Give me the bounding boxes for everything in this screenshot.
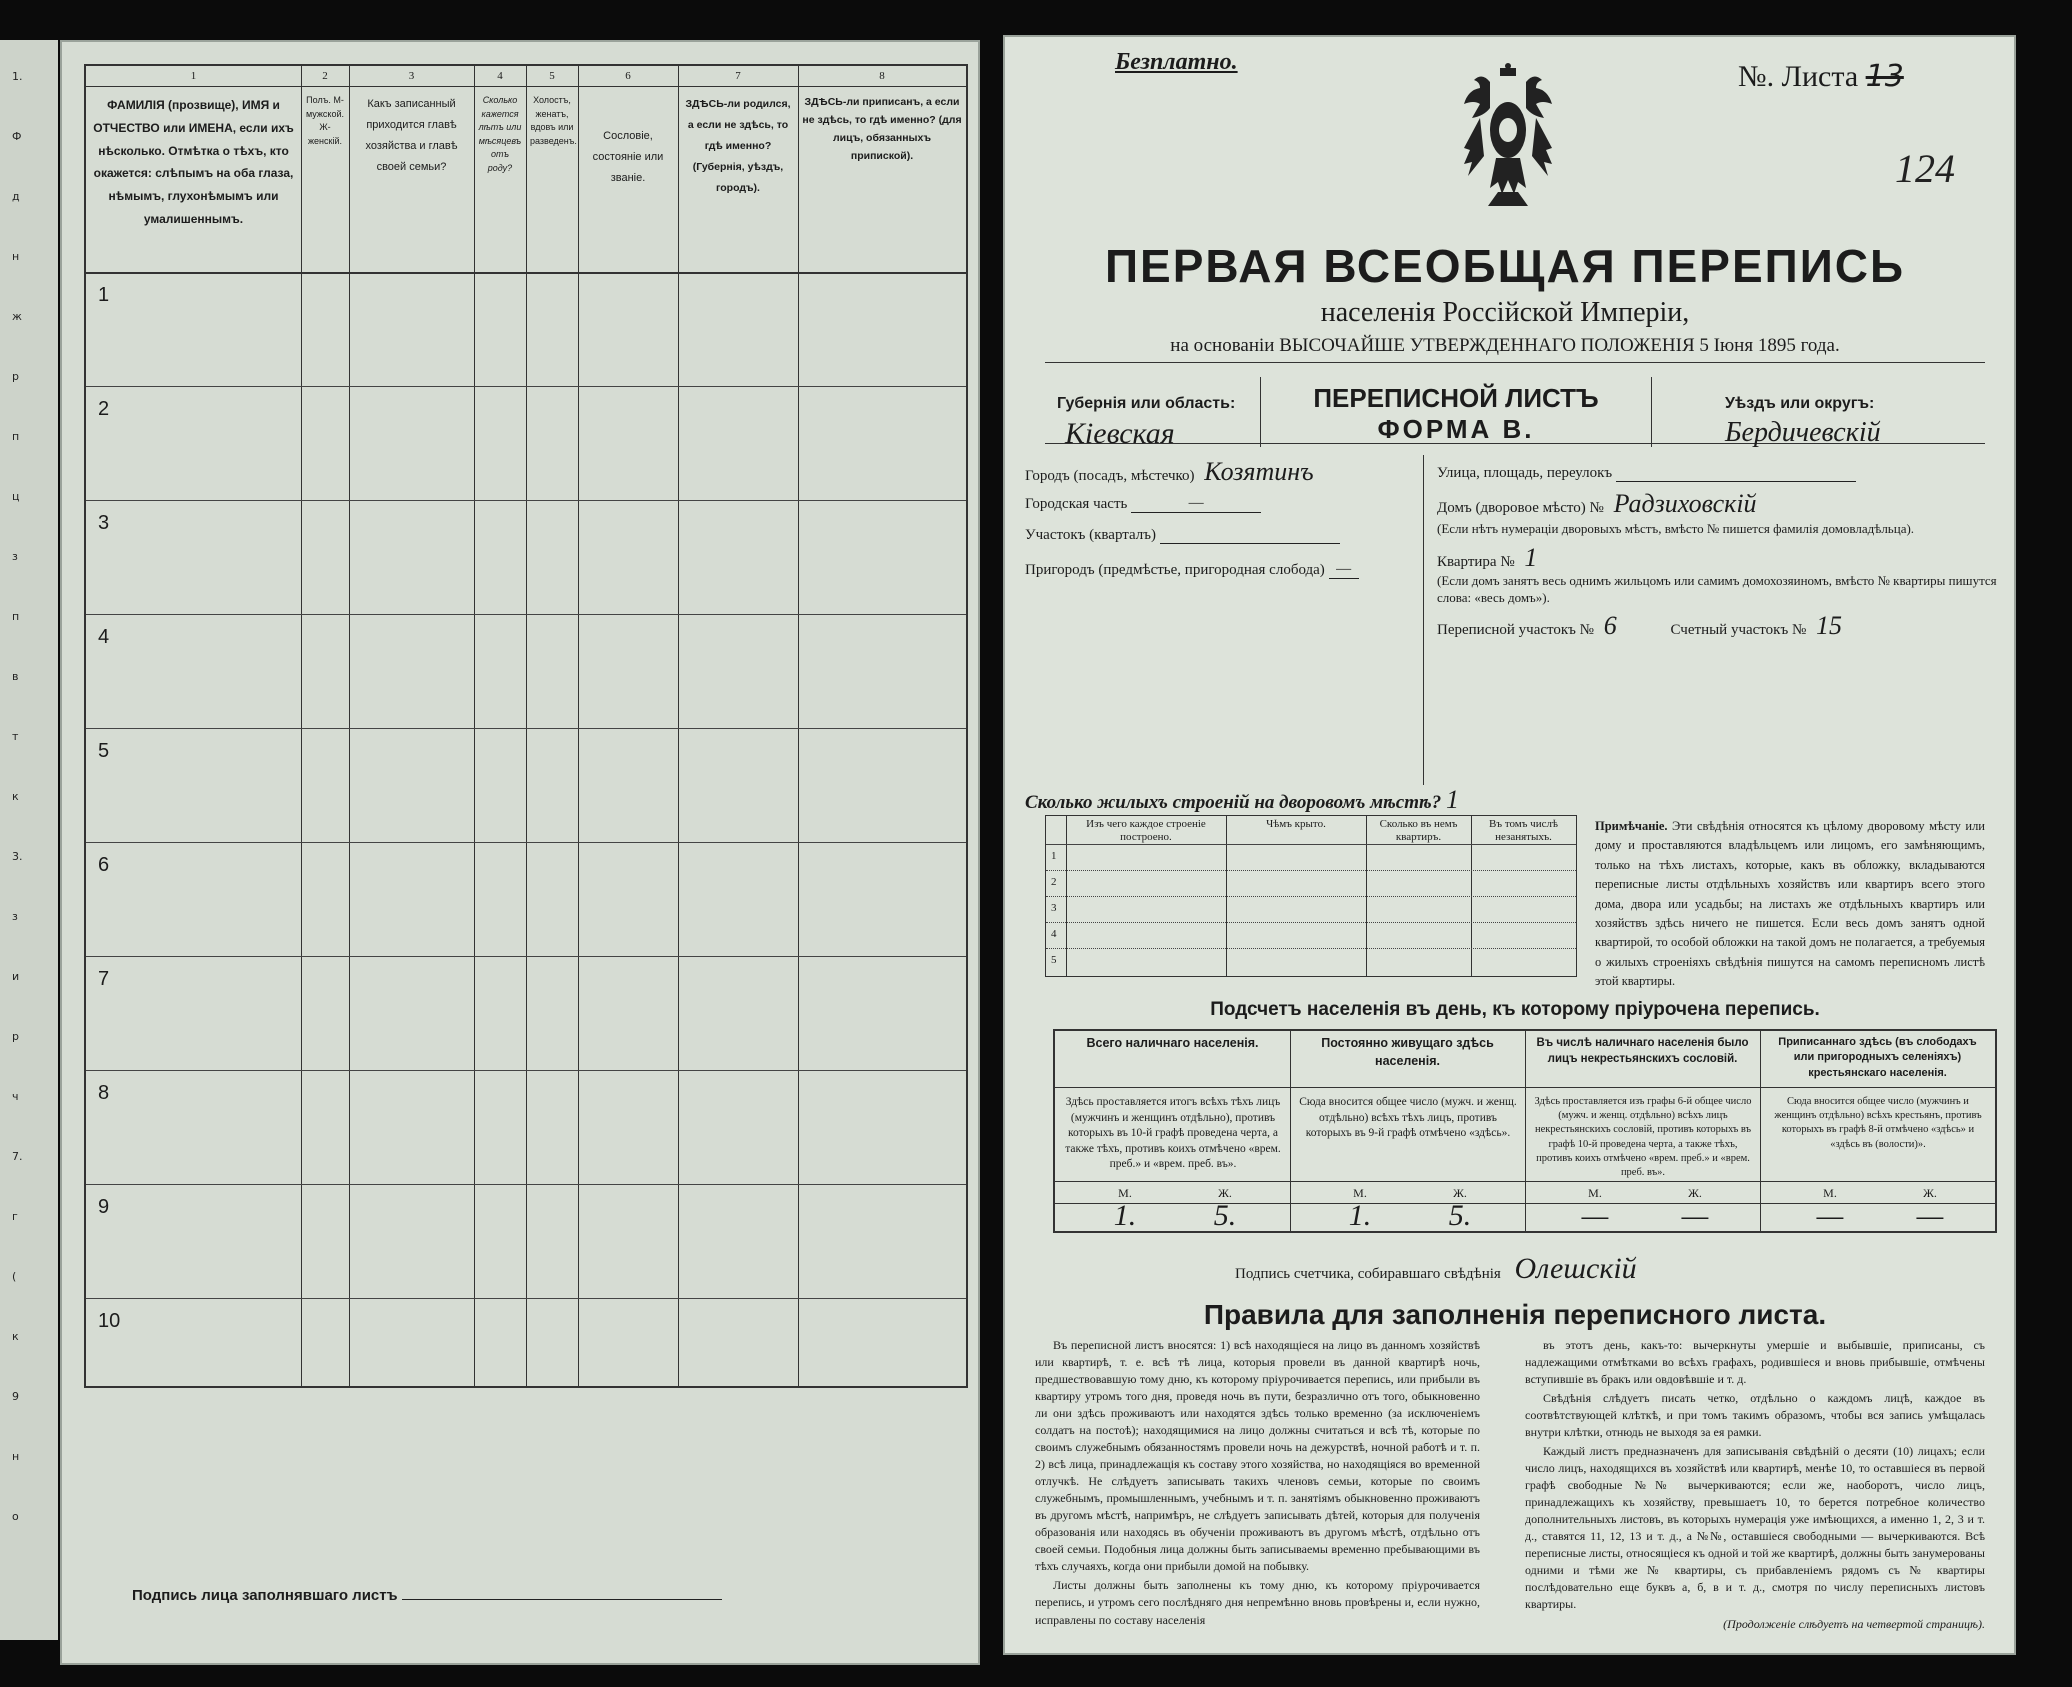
- rules-right-column: [1525, 1337, 1985, 1633]
- note-text: Эти свѣдѣнія относятся къ цѣлому дворовому мѣсту или дому и проставляются владѣльцемъ или лицомъ, его замѣняющимъ, только на тѣхъ листахъ, которые, какъ въ обложку, вкладываются переписные листы отдѣльныхъ хозяйствъ или квартиръ всего этого дома, двора или усадьбы; на листахъ же отдѣльныхъ квартиръ или хозяйствъ здѣсь ничего не пишется. Если весь домъ занятъ одной квартирой, то особой обложки на такой домъ не полагается, а требуемыя о жилыхъ строеніяхъ свѣдѣнія пишутся на самомъ переписномъ листѣ этой квартиры.: [1595, 819, 1985, 988]
- rules-paragraph: Каждый листъ предназначенъ для записыванія свѣдѣній о десяти (10) лицахъ; если число лицъ, находящихся въ хозяйствѣ или квартирѣ, менѣе 10, то оставшіеся въ первой графѣ свободные №№ вычеркиваются; если же, наоборотъ, число лицъ, принадлежащихъ къ хозяйству, превышаетъ 10, то берется потребное количество дополнительныхъ листовъ, въ которыхъ нумерація уже имѣющихся, а именно 1, 2, 3 и т. д., ставятся 11, 12, 13 и т. д., а №№, оставшіеся свободными — вычеркиваются. Всѣ переписные листы, относящіеся къ одной и той же квартирѣ, должны быть занумерованы одними и тѣми же № квартиры, съ прибавленіемъ рядомъ съ № квартиры послѣдовательно еще буквъ а, б, в и т. д., смотря по числу переписныхъ листовъ квартиры.: [1525, 1444, 1985, 1612]
- structures-row-divider: [1046, 922, 1576, 923]
- edge-char: к: [12, 1330, 19, 1343]
- count-desc-permanent: Сюда вносится общее число (мужч. и женщ. отдѣльно) всѣхъ тѣхъ лицъ, противъ которыхъ въ 9-й графѣ отмѣчено «здѣсь».: [1299, 1096, 1517, 1140]
- census-legal-basis: на основаніи ВЫСОЧАЙШЕ УТВЕРЖДЕННАГО ПОЛОЖЕНІЯ 5 Іюня 1895 года.: [1170, 335, 1840, 356]
- edge-char: д: [12, 190, 20, 203]
- column-divider: [526, 66, 527, 1386]
- count-row-divider: [1055, 1087, 1995, 1088]
- column-header-marital: Холостъ, женатъ, вдовъ или разведенъ.: [526, 86, 578, 274]
- count-desc-non-peasant: Здѣсь проставляется изъ графы 6-й общее число (мужч. и женщ. отдѣльно) всѣхъ лицъ некрестьянскихъ сословій, противъ которыхъ въ графѣ 10-й проведена черта, а также тѣхъ, противъ коихъ отмѣчено «врем. преб.» и «врем. преб. въ».: [1534, 1096, 1752, 1178]
- rules-paragraph: въ этотъ день, какъ-то: вычеркнуты умершіе и выбывшіе, приписаны, съ надлежащими отмѣтками во всѣхъ графахъ, родившіеся и вновь прибывшіе, отмѣчены вступившіе въ бракъ или овдовѣвшіе и т. д.: [1525, 1338, 1985, 1387]
- female-label: Ж.: [1688, 1186, 1702, 1200]
- edge-char: ж: [12, 310, 22, 323]
- edge-char: г: [12, 1210, 18, 1223]
- form-name: ФОРМА В.: [1377, 414, 1535, 444]
- count-header-present: Всего наличнаго населенія.: [1086, 1036, 1259, 1050]
- street-line: [1616, 481, 1856, 482]
- house-label: Домъ (дворовое мѣсто) №: [1437, 500, 1604, 516]
- population-count-title: Подсчетъ населенія въ день, къ которому пріурочена перепись.: [1210, 999, 1820, 1020]
- sheet-number-handwritten: 124: [1895, 146, 1955, 191]
- structures-row-number: 3: [1051, 902, 1057, 914]
- sheet-number-label: №. Листа: [1738, 60, 1859, 93]
- edge-char: н: [12, 250, 20, 263]
- counting-district-label: Счетный участокъ №: [1670, 622, 1807, 638]
- structures-row-divider: [1046, 870, 1576, 871]
- edge-char: з: [12, 910, 18, 923]
- edge-char: р: [12, 370, 19, 383]
- census-district-value: 6: [1603, 611, 1617, 640]
- filler-signature: [132, 1587, 722, 1604]
- row-number: 6: [98, 854, 110, 876]
- row-divider: [86, 842, 966, 843]
- row-divider: [86, 1298, 966, 1299]
- counter-signature: [1235, 1252, 1637, 1286]
- row-number: 10: [98, 1310, 121, 1332]
- city-field: [1025, 457, 1314, 487]
- uezd-label: Уѣздъ или округъ:: [1725, 395, 1875, 412]
- edge-char: ч: [12, 1090, 19, 1103]
- row-number: 2: [98, 398, 110, 420]
- structures-question-label: Сколько жилыхъ строеній на дворовомъ мѣстѣ?: [1025, 792, 1442, 813]
- row-number: 5: [98, 740, 110, 762]
- male-label: М.: [1588, 1186, 1602, 1200]
- edge-char: 3.: [12, 850, 23, 863]
- city-value: Козятинъ: [1204, 457, 1314, 486]
- column-number-1: 1: [86, 66, 301, 87]
- edge-char: п: [12, 430, 20, 443]
- female-label: Ж.: [1453, 1186, 1467, 1200]
- city-part-label: Городская часть: [1025, 496, 1128, 512]
- edge-char: Ф: [12, 130, 22, 143]
- gubernia-value: Кіевская: [1065, 417, 1175, 450]
- gubernia-label: Губернія или область:: [1057, 395, 1236, 412]
- column-header-registration: ЗДѢСЬ-ли приписанъ, а если не здѣсь, то гдѣ именно? (для лицъ, обязанныхъ припиской).: [798, 86, 966, 274]
- count-row-divider: [1055, 1181, 1995, 1182]
- house-value: Радзиховскій: [1613, 489, 1757, 518]
- census-district-label: Переписной участокъ №: [1437, 622, 1594, 638]
- form-title-box: [1260, 377, 1652, 447]
- structures-header-apartments: Сколько въ немъ квартиръ.: [1379, 818, 1458, 844]
- structures-question: [1025, 785, 1459, 815]
- column-number-4: 4: [474, 66, 526, 87]
- count-col-divider: [1290, 1031, 1291, 1231]
- count-desc-registered-peasant: Сюда вносится общее число (мужчинъ и женщинъ отдѣльно) всѣхъ крестьянъ, противъ которыхъ въ графѣ 8-й отмѣчено «здѣсь» и «здѣсь въ (волости)».: [1774, 1096, 1982, 1150]
- structures-row-number: 2: [1051, 876, 1057, 888]
- edge-char: 7.: [12, 1150, 23, 1163]
- column-header-birthplace: ЗДѢСЬ-ли родился, а если не здѣсь, то гдѣ именно? (Губернія, уѣздъ, городъ).: [678, 86, 798, 274]
- male-label: М.: [1353, 1186, 1367, 1200]
- column-number-7: 7: [678, 66, 798, 87]
- address-column-divider: [1423, 455, 1424, 785]
- row-number: 7: [98, 968, 110, 990]
- non-peasant-male-value: —: [1581, 1199, 1609, 1232]
- column-divider: [578, 66, 579, 1386]
- row-number: 4: [98, 626, 110, 648]
- free-of-charge-label: Безплатно.: [1115, 49, 1238, 75]
- row-divider: [86, 614, 966, 615]
- edge-char: к: [12, 790, 19, 803]
- census-subtitle: населенія Россійской Имперіи,: [1320, 297, 1690, 328]
- apartment-label: Квартира №: [1437, 554, 1515, 570]
- female-label: Ж.: [1218, 1186, 1232, 1200]
- binding-edge-strip: [0, 40, 58, 1640]
- right-page-census-form: [1003, 35, 2016, 1655]
- note-title: Примѣчаніе.: [1595, 819, 1668, 833]
- city-part-field: [1025, 495, 1261, 513]
- rules-paragraph: Въ переписной листъ вносятся: 1) всѣ находящіеся на лицо въ данномъ хозяйствѣ или квартирѣ, т. е. всѣ тѣ лица, которыя провели въ данной квартирѣ ночь, предшествовавшую тому дню, къ которому пріурочивается перепись, или прибыли въ квартиру утромъ того дня, проведя ночь въ пути, безразлично отъ того, обыкновенно ли они здѣсь проживаютъ или находятся здѣсь только временно (за исключеніемъ солдатъ на постоѣ); находящимися на лицо должны считаться и всѣ тѣ, которые по своимъ служебнымъ обязанностямъ провели ночь на дежурствѣ, ночной работѣ и т. п. 2) всѣ лица, принадлежащія къ составу этого хозяйства, но находящіяся во временной отлучкѣ. Не слѣдуетъ записывать такихъ членовъ семьи, которые по своимъ служебнымъ, промышленнымъ, учебнымъ и т. п. занятіямъ обыкновенно проживаютъ въ другомъ мѣстѣ, напримѣръ, не слѣдуетъ записывать дѣтей, которыя для полученія образованія или находясь въ обученіи проживаютъ въ другомъ мѣстѣ, отдѣльно отъ своей семьи. Подобныя лица должны быть записываемы временно пребывающими въ тѣхъ случаяхъ, когда они прибыли домой на побывку.: [1035, 1338, 1480, 1574]
- edge-char: и: [12, 970, 20, 983]
- sheet-number-printed: 13: [1865, 59, 1904, 94]
- edge-char: 9: [12, 1390, 19, 1403]
- structures-row-divider: [1046, 948, 1576, 949]
- rules-paragraph: Листы должны быть заполнены къ тому дню, къ которому пріурочивается перепись, и утромъ сего послѣдняго дня непремѣнно вновь провѣрены и, если нужно, исправлены по составу населенія: [1035, 1578, 1480, 1627]
- present-male-value: 1.: [1113, 1199, 1137, 1232]
- column-header-sex: Полъ. М-мужской. Ж-женскій.: [301, 86, 349, 274]
- suburb-field: [1025, 561, 1359, 579]
- column-number-3: 3: [349, 66, 474, 87]
- structures-row-divider: [1046, 896, 1576, 897]
- counter-signature-label: Подпись счетчика, собиравшаго свѣдѣнія: [1235, 1266, 1501, 1282]
- district-label: Участокъ (кварталъ): [1025, 527, 1157, 543]
- row-number: 8: [98, 1082, 110, 1104]
- column-header-name: ФАМИЛІЯ (прозвище), ИМЯ и ОТЧЕСТВО или ИМЕНА, если ихъ нѣсколько. Отмѣтка о тѣхъ, кто окажется: слѣпымъ на оба глаза, нѣмымъ, глухонѣмымъ или умалишеннымъ.: [86, 86, 301, 274]
- column-divider: [349, 66, 350, 1386]
- structures-row-number: 5: [1051, 954, 1057, 966]
- edge-char: р: [12, 1030, 19, 1043]
- house-note: (Если нѣтъ нумераціи дворовыхъ мѣстъ, вмѣсто № пишется фамилія домовладѣльца).: [1437, 521, 1915, 536]
- column-header-age: Сколько кажется лѣтъ или мѣсяцевъ отъ роду?: [474, 86, 526, 274]
- census-main-title: ПЕРВАЯ ВСЕОБЩАЯ ПЕРЕПИСЬ: [1104, 240, 1906, 292]
- row-number: 9: [98, 1196, 110, 1218]
- district-line: [1160, 543, 1340, 544]
- row-divider: [86, 1184, 966, 1185]
- male-label: М.: [1118, 1186, 1132, 1200]
- street-label: Улица, площадь, переулокъ: [1437, 465, 1613, 481]
- street-field: [1437, 465, 1856, 482]
- row-divider: [86, 956, 966, 957]
- row-divider: [86, 386, 966, 387]
- male-label: М.: [1823, 1186, 1837, 1200]
- counting-district-value: 15: [1816, 611, 1843, 640]
- column-number-2: 2: [301, 66, 349, 87]
- row-divider: [86, 728, 966, 729]
- structures-row-number: 4: [1051, 928, 1057, 940]
- structures-row-number: 1: [1051, 850, 1057, 862]
- rules-left-column: [1035, 1337, 1480, 1631]
- left-page-census-table: [60, 40, 980, 1665]
- row-number: 3: [98, 512, 110, 534]
- non-peasant-female-value: —: [1681, 1199, 1709, 1232]
- district-field: [1025, 527, 1340, 544]
- edge-char: ц: [12, 490, 20, 503]
- female-label: Ж.: [1923, 1186, 1937, 1200]
- peasant-female-value: —: [1916, 1199, 1944, 1232]
- rules-title: Правила для заполненія переписного листа.: [1203, 1299, 1827, 1330]
- apartment-field: [1437, 543, 1537, 573]
- count-header-non-peasant: Въ числѣ наличнаго населенія было лицъ некрестьянскихъ сословій.: [1536, 1037, 1749, 1066]
- edge-char: н: [12, 1450, 20, 1463]
- column-divider: [798, 66, 799, 1386]
- column-divider: [678, 66, 679, 1386]
- structures-row-divider: [1046, 844, 1576, 845]
- continued-note: (Продолженіе слѣдуетъ на четвертой страницѣ).: [1723, 1616, 1985, 1631]
- count-col-divider: [1760, 1031, 1761, 1231]
- house-field: [1437, 489, 1757, 519]
- structures-note: [1595, 817, 1985, 991]
- column-number-5: 5: [526, 66, 578, 87]
- count-desc-present: Здѣсь проставляется итогъ всѣхъ тѣхъ лицъ (мужчинъ и женщинъ отдѣльно), противъ которыхъ въ 10-й графѣ проведена черта, а также тѣхъ, противъ коихъ отмѣчено «врем. преб.» и «врем. преб. въ».: [1065, 1096, 1281, 1171]
- structures-value: 1: [1445, 785, 1459, 814]
- column-number-6: 6: [578, 66, 678, 87]
- rules-paragraph: Свѣдѣнія слѣдуетъ писать четко, отдѣльно о каждомъ лицѣ, каждое въ соотвѣтствующей клѣткѣ, и при томъ такимъ образомъ, чтобы вся запись умѣщалась внутри клѣтки, отнюдь не выходя за ея рамки.: [1525, 1391, 1985, 1440]
- census-district-field: [1437, 611, 1842, 641]
- uezd-value: Бердичевскій: [1725, 417, 1881, 448]
- edge-char: т: [12, 730, 19, 743]
- form-title: ПЕРЕПИСНОЙ ЛИСТЪ: [1313, 383, 1599, 413]
- sheet-number: [1738, 59, 1904, 94]
- count-header-registered-peasant: Приписаннаго здѣсь (въ слободахъ или пригородныхъ селеніяхъ) крестьянскаго населенія.: [1778, 1036, 1977, 1079]
- city-label: Городъ (посадъ, мѣстечко): [1025, 468, 1195, 484]
- count-header-permanent: Постоянно живущаго здѣсь населенія.: [1321, 1036, 1494, 1068]
- column-divider: [474, 66, 475, 1386]
- column-header-estate: Сословіе, состояніе или званіе.: [578, 86, 678, 274]
- edge-char: (: [12, 1270, 17, 1283]
- edge-char: 1.: [12, 70, 23, 83]
- city-part-value: —: [1131, 495, 1261, 513]
- row-number: 1: [98, 284, 110, 306]
- household-members-table: [84, 64, 968, 1388]
- row-divider: [86, 1070, 966, 1071]
- filler-signature-label: Подпись лица заполнявшаго листъ: [132, 1587, 398, 1604]
- signature-line: [402, 1599, 722, 1600]
- structures-table: [1045, 815, 1577, 977]
- double-headed-eagle-emblem-icon: [1460, 62, 1556, 212]
- row-divider: [86, 500, 966, 501]
- present-female-value: 5.: [1213, 1199, 1237, 1232]
- edge-char: в: [12, 670, 19, 683]
- population-count-table: [1053, 1029, 1997, 1233]
- column-header-relation: Какъ записанный приходится главѣ хозяйства и главѣ своей семьи?: [349, 86, 474, 274]
- column-divider: [301, 66, 302, 1386]
- suburb-label: Пригородъ (предмѣстье, пригородная слобода): [1025, 562, 1325, 578]
- permanent-female-value: 5.: [1448, 1199, 1472, 1232]
- count-col-divider: [1525, 1031, 1526, 1231]
- peasant-male-value: —: [1816, 1199, 1844, 1232]
- edge-char: о: [12, 1510, 19, 1523]
- edge-char: п: [12, 610, 20, 623]
- apartment-value: 1: [1524, 543, 1538, 572]
- suburb-value: —: [1329, 561, 1359, 579]
- permanent-male-value: 1.: [1348, 1199, 1372, 1232]
- counter-signature-value: Олешскій: [1514, 1252, 1637, 1285]
- edge-char: з: [12, 550, 18, 563]
- column-number-8: 8: [798, 66, 966, 87]
- structures-header-vacant: Въ томъ числѣ незанятыхъ.: [1489, 818, 1558, 844]
- apartment-note: (Если домъ занятъ весь однимъ жильцомъ или самимъ домохозяиномъ, вмѣсто № квартиры пишутся слова: «весь домъ»).: [1437, 573, 1997, 605]
- structures-header-roof: Чѣмъ крыто.: [1266, 818, 1326, 830]
- structures-header-material: Изъ чего каждое строеніе построено.: [1086, 818, 1206, 844]
